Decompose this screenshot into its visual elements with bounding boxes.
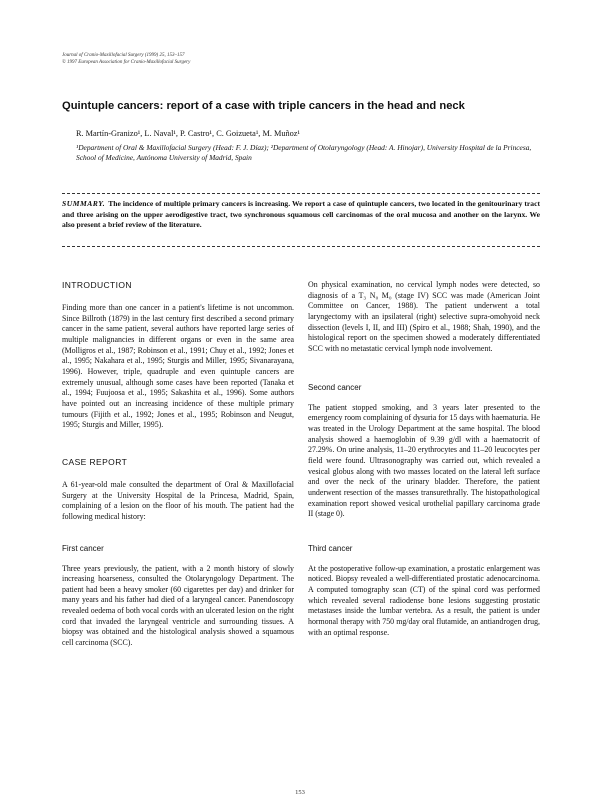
author-list: R. Martín-Granizo¹, L. Naval¹, P. Castro¹, C. Goizueta¹, M. Muñoz¹	[76, 129, 300, 138]
journal-citation: Journal of Cranio-Maxillofacial Surgery (1999) 25, 153–157	[62, 53, 185, 58]
case-report-heading: CASE REPORT	[62, 456, 128, 467]
right-column	[308, 280, 540, 638]
summary-block	[62, 199, 540, 231]
affiliation: ¹Department of Oral & Maxillofacial Surgery (Head: F. J. Díaz); ²Department of Otolaryngology (Head: A. Hinojar), University Hospital de la Princesa, School of Medicine, Autónoma University of Madrid, Spain	[76, 143, 532, 162]
second-cancer-text: The patient stopped smoking, and 3 years later presented to the emergency room complaining of dysuria for 15 days with haematuria. He was treated in the Urology Department at the same hospital. The blood analysis showed a haemoglobin of 9.39 g/dl with a haematocrit of 27.29%. On urine analysis, 11–20 erythrocytes and 11–20 leucocytes per field were found. Ultrasonography was carried out, which revealed a vesical globus along with two masses located on the lateral left surface and over the neck of the urinary bladder. Therefore, the patient underwent resection of the masses transurethrally. The histopathological examination report showed vesical urothelial papillary carcinoma grade II (stage 0).	[308, 402, 540, 519]
summary-label: SUMMARY.	[62, 199, 106, 208]
third-cancer-text: At the postoperative follow-up examination, a prostatic enlargement was noticed. Biopsy revealed a well-differentiated prostatic adenocarcinoma. A computed tomography scan (CT) of the spinal cord was performed which revealed several radiodense bone lesions suggesting prostatic metastases inside the lumbar vertebra. As a result, the patient is under hormonal therapy with 750 mg/day oral flutamide, an antiandrogen drug, with an optimal response.	[308, 563, 540, 637]
page-number: 153	[295, 789, 305, 796]
summary-bottom-rule	[62, 246, 540, 247]
first-cancer-text: Three years previously, the patient, with a 2 month history of slowly increasing hoarseness, consulted the Otolaryngology Department. The patient had been a heavy smoker (60 cigarettes per day) and drinker for many years and his father had died of a laryngeal cancer. Panendoscopy revealed oedema of both vocal cords with an ulcerated lesion on the right cord that invaded the laryngeal ventricle and surrounding tissues. A biopsy was obtained and the histological analysis showed a squamous cell carcinoma (SCC).	[62, 563, 294, 648]
case-report-text: A 61-year-old male consulted the department of Oral & Maxillofacial Surgery at the University Hospital de la Princesa, Madrid, Spain, complaining of a lesion on the floor of his mouth. The patient had the following medical history:	[62, 479, 294, 521]
first-cancer-heading: First cancer	[62, 543, 104, 553]
introduction-text: Finding more than one cancer in a patient's lifetime is not uncommon. Since Billroth (1879) in the last century first described a second primary cancer in the same patient, several authors have reported large series of multiple malignancies in different organs or even in the same area (Molligros et al., 1987; Robinson et al., 1991; Chuy et al., 1992; Jones et al., 1995; Nakahara et al., 1995; Sturgis and Miller, 1995; Sivanarayana, 1996). However, triple, quadruple and even quintuple cancers are extremely unusual, although some cases have been reported (Tanaka et al., 1994; Fuujoosa et al., 1995; Sakashita et al., 1996). Some authors have pointed out an increasing incidence of these multiple primary tumours (Fijith et al., 1992; Jones et al., 1995; Robinson and Neugut, 1995; Sturgis and Miller, 1995).	[62, 303, 294, 430]
introduction-heading: INTRODUCTION	[62, 280, 132, 290]
second-cancer-heading: Second cancer	[308, 382, 362, 392]
article-title: Quintuple cancers: report of a case with triple cancers in the head and neck	[62, 99, 465, 112]
copyright-line: © 1997 European Association for Cranio-Maxillofacial Surgery	[62, 60, 191, 65]
physical-exam-text: On physical examination, no cervical lymph nodes were detected, so diagnosis of a T₃ N₀ M₀ (stage IV) SCC was made (American Joint Committee on Cancer, 1988). The patient underwent a total laryngectomy with an ipsilateral (right) selective supra-omohyoid neck dissection (levels I, II, and III) (Spiro et al., 1988; Shah, 1990), and the histological report on the specimen showed a moderately differentiated SCC with no metastatic cervical lymph node involvement.	[308, 280, 540, 353]
summary-text: The incidence of multiple primary cancers is increasing. We report a case of quintuple cancers, two located in the genitourinary tract and three arising on the upper aerodigestive tract, two synchronous squamous cell carcinomas of the oral mucosa and another on the larynx. We also present a brief review of the literature.	[62, 199, 540, 230]
third-cancer-heading: Third cancer	[308, 543, 353, 553]
summary-top-rule	[62, 193, 540, 194]
left-column	[62, 280, 294, 649]
